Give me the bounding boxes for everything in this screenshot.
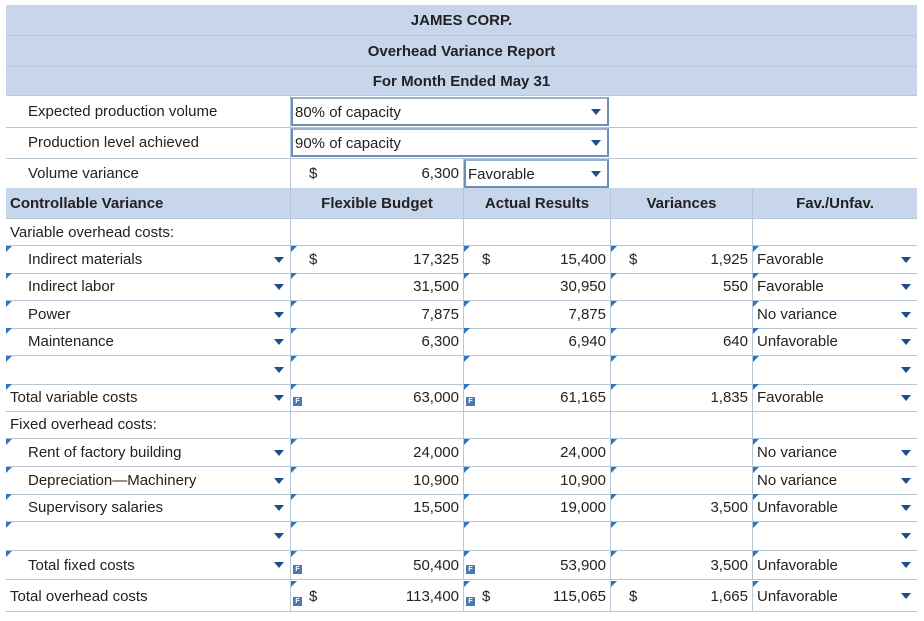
chevron-down-icon[interactable] [901,593,911,599]
account-select[interactable] [6,273,291,300]
input-marker [6,356,12,362]
fav-unfav-select[interactable] [753,301,917,328]
chevron-down-icon[interactable] [901,367,911,373]
actual-results-value: 19,000 [560,499,606,516]
volume-variance-type: Favorable [468,166,535,183]
chevron-down-icon[interactable] [274,284,284,290]
input-marker [6,273,12,279]
input-marker [611,467,617,473]
flexible-budget-cell[interactable] [291,273,464,300]
achieved-level-select-wrap [291,127,611,158]
variance-cell[interactable] [611,246,753,273]
flexible-budget-cell[interactable] [291,328,464,355]
chevron-down-icon[interactable] [901,533,911,539]
fav-unfav-select[interactable] [753,522,917,550]
variable-heading-row [6,219,917,246]
input-marker [6,522,12,528]
fav-unfav-select[interactable] [753,356,917,384]
fixed-cost-row [6,467,917,495]
achieved-level-row [6,127,917,159]
dollar-sign: $ [309,165,318,182]
chevron-down-icon[interactable] [901,395,911,401]
variances-header: Variances [611,188,753,218]
flexible-budget-value: 50,400 [413,556,459,574]
flexible-budget-cell[interactable] [291,356,464,384]
fav-unfav-select[interactable] [753,439,917,466]
actual-results-cell[interactable] [464,384,611,411]
account-select[interactable] [6,439,291,466]
account-label: Power [28,306,71,323]
input-marker [753,494,759,500]
account-select[interactable] [6,328,291,355]
fixed-cost-row [6,494,917,522]
chevron-down-icon[interactable] [901,284,911,290]
actual-results-cell[interactable] [464,356,611,384]
achieved-level-value: 90% of capacity [295,135,401,152]
input-marker [291,246,297,252]
chevron-down-icon[interactable] [274,395,284,401]
actual-results-cell[interactable] [464,522,611,550]
account-label: Maintenance [28,333,114,350]
formula-badge-icon: F [293,397,302,406]
fav-unfav-select[interactable] [753,246,917,273]
variable-cost-row [6,301,917,329]
input-marker [464,467,470,473]
account-select[interactable] [6,467,291,494]
chevron-down-icon[interactable] [591,171,601,177]
input-marker [6,301,12,307]
actual-results-header: Actual Results [464,188,611,218]
flexible-budget-cell[interactable] [291,494,464,521]
input-marker [611,522,617,528]
input-marker [753,246,759,252]
formula-badge-icon: F [293,565,302,574]
report-title: Overhead Variance Report [6,36,917,67]
variance-value: 3,500 [710,556,748,574]
volume-variance-amount: 6,300 [421,165,459,182]
variance-cell[interactable] [611,551,753,579]
account-select[interactable] [6,581,291,611]
input-marker [464,328,470,334]
actual-results-cell[interactable] [464,328,611,355]
account-select[interactable] [6,551,291,579]
actual-results-cell[interactable] [464,246,611,273]
input-marker [753,551,759,557]
actual-results-value: 10,900 [560,472,606,489]
formula-badge-icon: F [466,565,475,574]
account-label: Total overhead costs [10,587,148,605]
input-marker [611,551,617,557]
chevron-down-icon[interactable] [901,257,911,263]
variance-cell[interactable] [611,328,753,355]
chevron-down-icon[interactable] [274,312,284,318]
input-marker [464,356,470,362]
dollar-sign: $ [309,251,318,268]
chevron-down-icon[interactable] [274,562,284,568]
variable-cost-row [6,356,917,385]
account-label: Depreciation—Machinery [28,472,197,489]
fav-unfav-value: No variance [757,472,838,489]
actual-results-value: 6,940 [568,333,606,350]
input-marker [291,522,297,528]
chevron-down-icon[interactable] [274,257,284,263]
fav-unfav-select[interactable] [753,273,917,300]
input-marker [611,439,617,445]
chevron-down-icon[interactable] [274,450,284,456]
actual-results-cell[interactable] [464,494,611,521]
variance-value: 1,835 [710,389,748,406]
dollar-sign: $ [309,587,318,605]
volume-variance-label: Volume variance [6,159,291,188]
input-marker [464,494,470,500]
input-marker [753,522,759,528]
fav-unfav-select[interactable] [753,581,917,611]
input-marker [291,494,297,500]
achieved-level-select[interactable] [291,128,609,157]
expected-volume-select-wrap [291,96,611,127]
flexible-budget-cell[interactable] [291,384,464,411]
variance-cell[interactable] [611,494,753,521]
input-marker [464,522,470,528]
fav-unfav-value: Favorable [757,251,824,268]
dollar-sign: $ [629,587,638,605]
account-label: Total fixed costs [28,556,135,574]
expected-volume-row [6,95,917,128]
fav-unfav-value: No variance [757,444,838,461]
account-select[interactable] [6,301,291,328]
expected-volume-value: 80% of capacity [295,104,401,121]
input-marker [6,439,12,445]
flexible-budget-value: 10,900 [413,472,459,489]
input-marker [291,356,297,362]
input-marker [291,328,297,334]
chevron-down-icon[interactable] [274,533,284,539]
account-label: Total variable costs [10,389,138,406]
volume-variance-type-wrap [464,159,611,188]
expected-volume-label: Expected production volume [6,96,291,127]
total-overhead-row [6,581,917,612]
input-marker [291,273,297,279]
input-marker [753,581,759,587]
input-marker [6,494,12,500]
actual-results-value: 53,900 [560,556,606,574]
input-marker [611,246,617,252]
input-marker [6,551,12,557]
flexible-budget-value: 24,000 [413,444,459,461]
input-marker [611,328,617,334]
variable-cost-row [6,246,917,274]
flexible-budget-value: 15,500 [413,499,459,516]
input-marker [464,246,470,252]
actual-results-cell[interactable] [464,273,611,300]
input-marker [291,384,297,390]
volume-variance-amount-cell[interactable] [291,159,464,188]
variance-value: 1,665 [710,587,748,605]
chevron-down-icon[interactable] [274,505,284,511]
input-marker [611,581,617,587]
flexible-budget-cell[interactable] [291,467,464,494]
chevron-down-icon[interactable] [901,312,911,318]
chevron-down-icon[interactable] [901,562,911,568]
actual-results-value: 24,000 [560,444,606,461]
variable-cost-row [6,328,917,356]
variance-value: 640 [722,333,748,350]
input-marker [611,494,617,500]
input-marker [753,301,759,307]
input-marker [464,301,470,307]
actual-results-value: 15,400 [560,251,606,268]
input-marker [291,439,297,445]
variance-cell[interactable] [611,522,753,550]
fav-unfav-value: Favorable [757,278,824,295]
actual-results-cell[interactable] [464,467,611,494]
flexible-budget-value: 31,500 [413,278,459,295]
flexible-budget-cell[interactable] [291,522,464,550]
fav-unfav-value: No variance [757,306,838,323]
fixed-cost-row [6,439,917,467]
input-marker [464,581,470,587]
variable-cost-row [6,273,917,301]
input-marker [753,273,759,279]
chevron-down-icon[interactable] [901,505,911,511]
total-variable-row [6,384,917,412]
account-select[interactable] [6,494,291,521]
fav-unfav-value: Unfavorable [757,333,838,350]
input-marker [753,439,759,445]
input-marker [6,246,12,252]
actual-results-cell[interactable] [464,551,611,579]
dollar-sign: $ [482,587,491,605]
flexible-budget-value: 7,875 [421,306,459,323]
fav-unfav-value: Unfavorable [757,587,838,605]
achieved-level-label: Production level achieved [6,127,291,158]
fav-unfav-value: Favorable [757,389,824,406]
fav-unfav-select[interactable] [753,328,917,355]
input-marker [611,273,617,279]
input-marker [753,356,759,362]
variance-cell[interactable] [611,439,753,466]
account-select[interactable] [6,356,291,384]
chevron-down-icon[interactable] [591,109,601,115]
flexible-budget-value: 17,325 [413,251,459,268]
account-select[interactable] [6,246,291,273]
variance-value: 1,925 [710,251,748,268]
account-label: Supervisory salaries [28,499,164,516]
company-name: JAMES CORP. [6,5,917,36]
variance-cell[interactable] [611,581,753,611]
volume-variance-select[interactable] [464,159,609,188]
flexible-budget-header: Flexible Budget [291,188,464,218]
variance-value: 3,500 [710,499,748,516]
actual-results-value: 115,065 [552,587,606,605]
actual-results-value: 7,875 [568,306,606,323]
fav-unfav-value: Unfavorable [757,556,838,574]
input-marker [464,439,470,445]
variance-cell[interactable] [611,467,753,494]
column-header-row [6,188,917,219]
input-marker [753,384,759,390]
input-marker [6,328,12,334]
actual-results-value: 30,950 [560,278,606,295]
expected-volume-select[interactable] [291,97,609,126]
controllable-variance-header: Controllable Variance [6,188,291,218]
variance-value: 550 [722,278,748,295]
account-label: Indirect materials [28,251,143,268]
input-marker [291,581,297,587]
account-select[interactable] [6,384,291,411]
actual-results-cell[interactable] [464,581,611,611]
actual-results-cell[interactable] [464,439,611,466]
input-marker [464,384,470,390]
fav-unfav-select[interactable] [753,494,917,521]
fav-unfav-select[interactable] [753,384,917,411]
actual-results-value: 61,165 [560,389,606,406]
chevron-down-icon[interactable] [901,339,911,345]
variance-cell[interactable] [611,301,753,328]
input-marker [611,384,617,390]
flexible-budget-cell[interactable] [291,301,464,328]
dollar-sign: $ [482,251,491,268]
report-period: For Month Ended May 31 [6,67,917,95]
variance-cell[interactable] [611,384,753,411]
dollar-sign: $ [629,251,638,268]
flexible-budget-cell[interactable] [291,439,464,466]
formula-badge-icon: F [293,597,302,606]
input-marker [291,467,297,473]
variance-cell[interactable] [611,356,753,384]
input-marker [611,356,617,362]
input-marker [753,328,759,334]
fav-unfav-value: Unfavorable [757,499,838,516]
fav-unfav-select[interactable] [753,467,917,494]
volume-variance-row [6,159,917,188]
variable-overhead-heading: Variable overhead costs: [6,219,291,245]
flexible-budget-cell[interactable] [291,551,464,579]
account-select[interactable] [6,522,291,550]
input-marker [291,301,297,307]
chevron-down-icon[interactable] [274,367,284,373]
chevron-down-icon[interactable] [274,339,284,345]
input-marker [753,467,759,473]
input-marker [6,384,12,390]
chevron-down-icon[interactable] [274,478,284,484]
input-marker [464,551,470,557]
total-fixed-row [6,551,917,580]
chevron-down-icon[interactable] [901,478,911,484]
fav-unfav-select[interactable] [753,551,917,579]
chevron-down-icon[interactable] [591,140,601,146]
fixed-heading-row [6,411,917,439]
actual-results-cell[interactable] [464,301,611,328]
account-label: Indirect labor [28,278,115,295]
flexible-budget-cell[interactable] [291,581,464,611]
formula-badge-icon: F [466,597,475,606]
chevron-down-icon[interactable] [901,450,911,456]
formula-badge-icon: F [466,397,475,406]
flexible-budget-cell[interactable] [291,246,464,273]
fixed-cost-row [6,522,917,551]
input-marker [611,301,617,307]
input-marker [291,551,297,557]
input-marker [6,467,12,473]
flexible-budget-value: 113,400 [405,587,459,605]
fav-unfav-header: Fav./Unfav. [796,194,874,212]
account-label: Rent of factory building [28,444,182,461]
flexible-budget-value: 63,000 [413,389,459,406]
variance-cell[interactable] [611,273,753,300]
input-marker [464,273,470,279]
fixed-overhead-heading: Fixed overhead costs: [6,411,291,438]
flexible-budget-value: 6,300 [421,333,459,350]
